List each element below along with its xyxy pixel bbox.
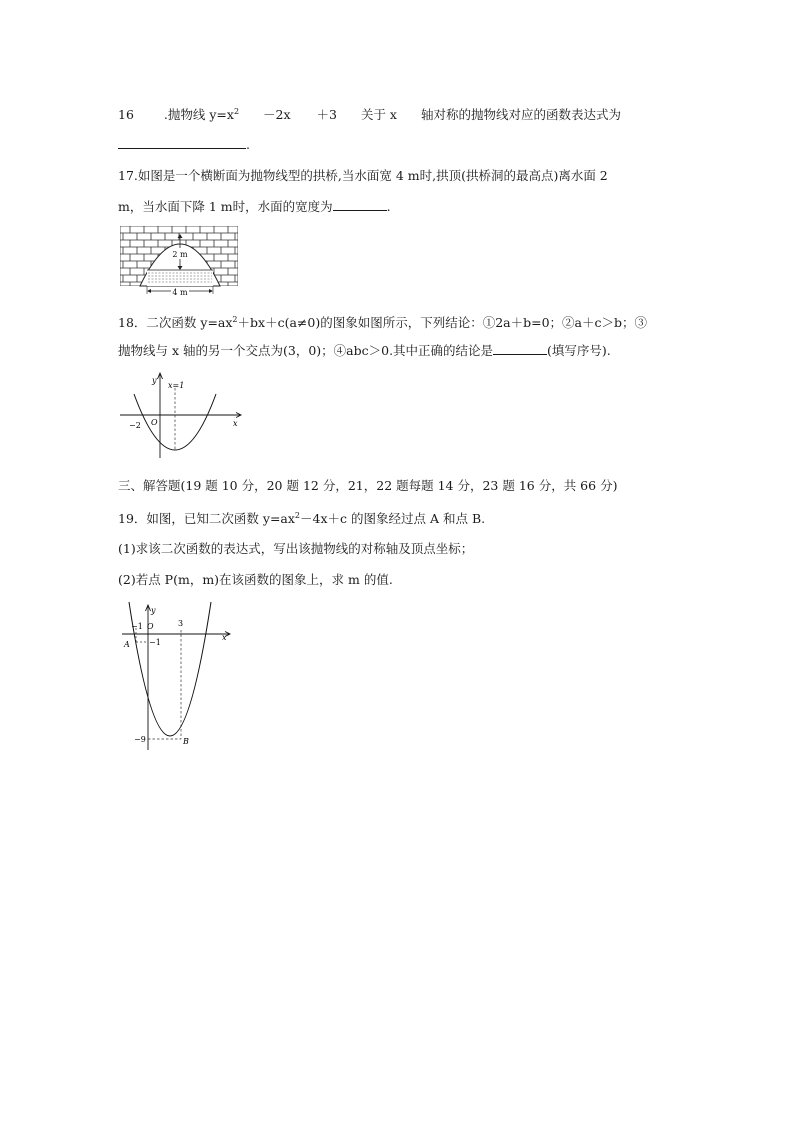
- q19-item1-text: (1)求该二次函数的表达式，写出该抛物线的对称轴及顶点坐标；: [118, 541, 474, 556]
- q17-text-line1: 17.如图是一个横断面为抛物线型的拱桥,当水面宽 4 m时,拱顶(拱桥洞的最高点)离水面 2: [118, 168, 608, 183]
- q16-part2: －2x: [263, 107, 291, 123]
- height-label: 2 m: [172, 250, 188, 259]
- q16-part3: ＋3: [316, 107, 337, 123]
- q19-x-label: x: [222, 633, 227, 642]
- q19-neg1-y-label: −1: [149, 638, 161, 647]
- q16-number: 16: [118, 107, 134, 123]
- q19-neg1-x-label: −1: [131, 622, 143, 631]
- question-17-line2: [118, 198, 391, 215]
- q18-parabola-plot: [118, 368, 248, 460]
- q18-origin-label: O: [151, 418, 158, 427]
- section-3-text: 三、解答题(19 题 10 分，20 题 12 分，21，22 题每题 14 分，23 题 16 分，共 66 分): [118, 478, 618, 493]
- question-16-line2: [118, 134, 250, 153]
- q19-origin-label: O: [147, 622, 154, 631]
- question-16-line1: [118, 104, 621, 123]
- question-19-line1: [118, 508, 485, 527]
- q19-parabola-plot: [118, 600, 238, 754]
- q19-text-line1a: 19．如图，已知二次函数 y=ax: [118, 511, 295, 527]
- q17-answer-blank[interactable]: [333, 198, 387, 211]
- question-17-line1: [118, 168, 608, 184]
- q18-text-line1a: 18．二次函数 y=ax: [118, 315, 233, 331]
- bridge-figure: [118, 224, 242, 298]
- q16-end: .: [246, 137, 250, 152]
- question-19-item1: [118, 541, 473, 557]
- q18-axis-line-label: x=1: [168, 381, 185, 390]
- q19-graph: [118, 600, 238, 754]
- q19-superscript: 2: [294, 511, 301, 520]
- q18-graph: [118, 368, 248, 460]
- q18-y-label: y: [152, 376, 157, 385]
- q18-text-line2b: (填写序号).: [547, 343, 611, 358]
- q16-part4: 关于 x: [360, 107, 397, 123]
- q16-answer-blank[interactable]: [118, 134, 246, 149]
- section-3-heading: [118, 478, 617, 494]
- q18-answer-blank[interactable]: [493, 342, 547, 355]
- q19-three-label: 3: [178, 619, 184, 628]
- q18-text-line1b: ＋bx＋c(a≠0)的图象如图所示，下列结论：①2a＋b=0；②a＋c＞b；③: [237, 315, 647, 331]
- q18-text-line2a: 抛物线与 x 轴的另一个交点为(3，0)；④abc＞0.其中正确的结论是: [118, 343, 494, 358]
- q19-item2-text: (2)若点 P(m，m)在该函数的图象上，求 m 的值.: [118, 572, 393, 587]
- question-18-line2: [118, 342, 611, 359]
- width-label: 4 m: [172, 288, 188, 297]
- question-18-line1: [118, 312, 647, 331]
- q18-neg2-label: −2: [129, 421, 141, 430]
- q19-point-a-label: A: [124, 640, 130, 649]
- bridge-diagram: [118, 224, 242, 298]
- water-area: [147, 270, 213, 286]
- q16-superscript: 2: [233, 107, 240, 116]
- q19-text-line1b: －4x＋c 的图象经过点 A 和点 B.: [300, 511, 486, 527]
- question-19-item2: [118, 572, 393, 588]
- q17-text-line2-end: .: [386, 199, 391, 214]
- q19-point-b-label: B: [183, 737, 189, 746]
- q19-neg9-label: −9: [134, 735, 146, 744]
- q18-x-label: x: [233, 419, 238, 428]
- q18-superscript: 2: [232, 315, 238, 324]
- q19-y-label: y: [151, 606, 156, 615]
- q16-part1: .抛物线 y=x: [163, 107, 234, 123]
- q16-part5: 轴对称的抛物线对应的函数表达式为: [420, 107, 621, 123]
- q17-text-line2: m，当水面下降 1 m时，水面的宽度为: [118, 199, 333, 214]
